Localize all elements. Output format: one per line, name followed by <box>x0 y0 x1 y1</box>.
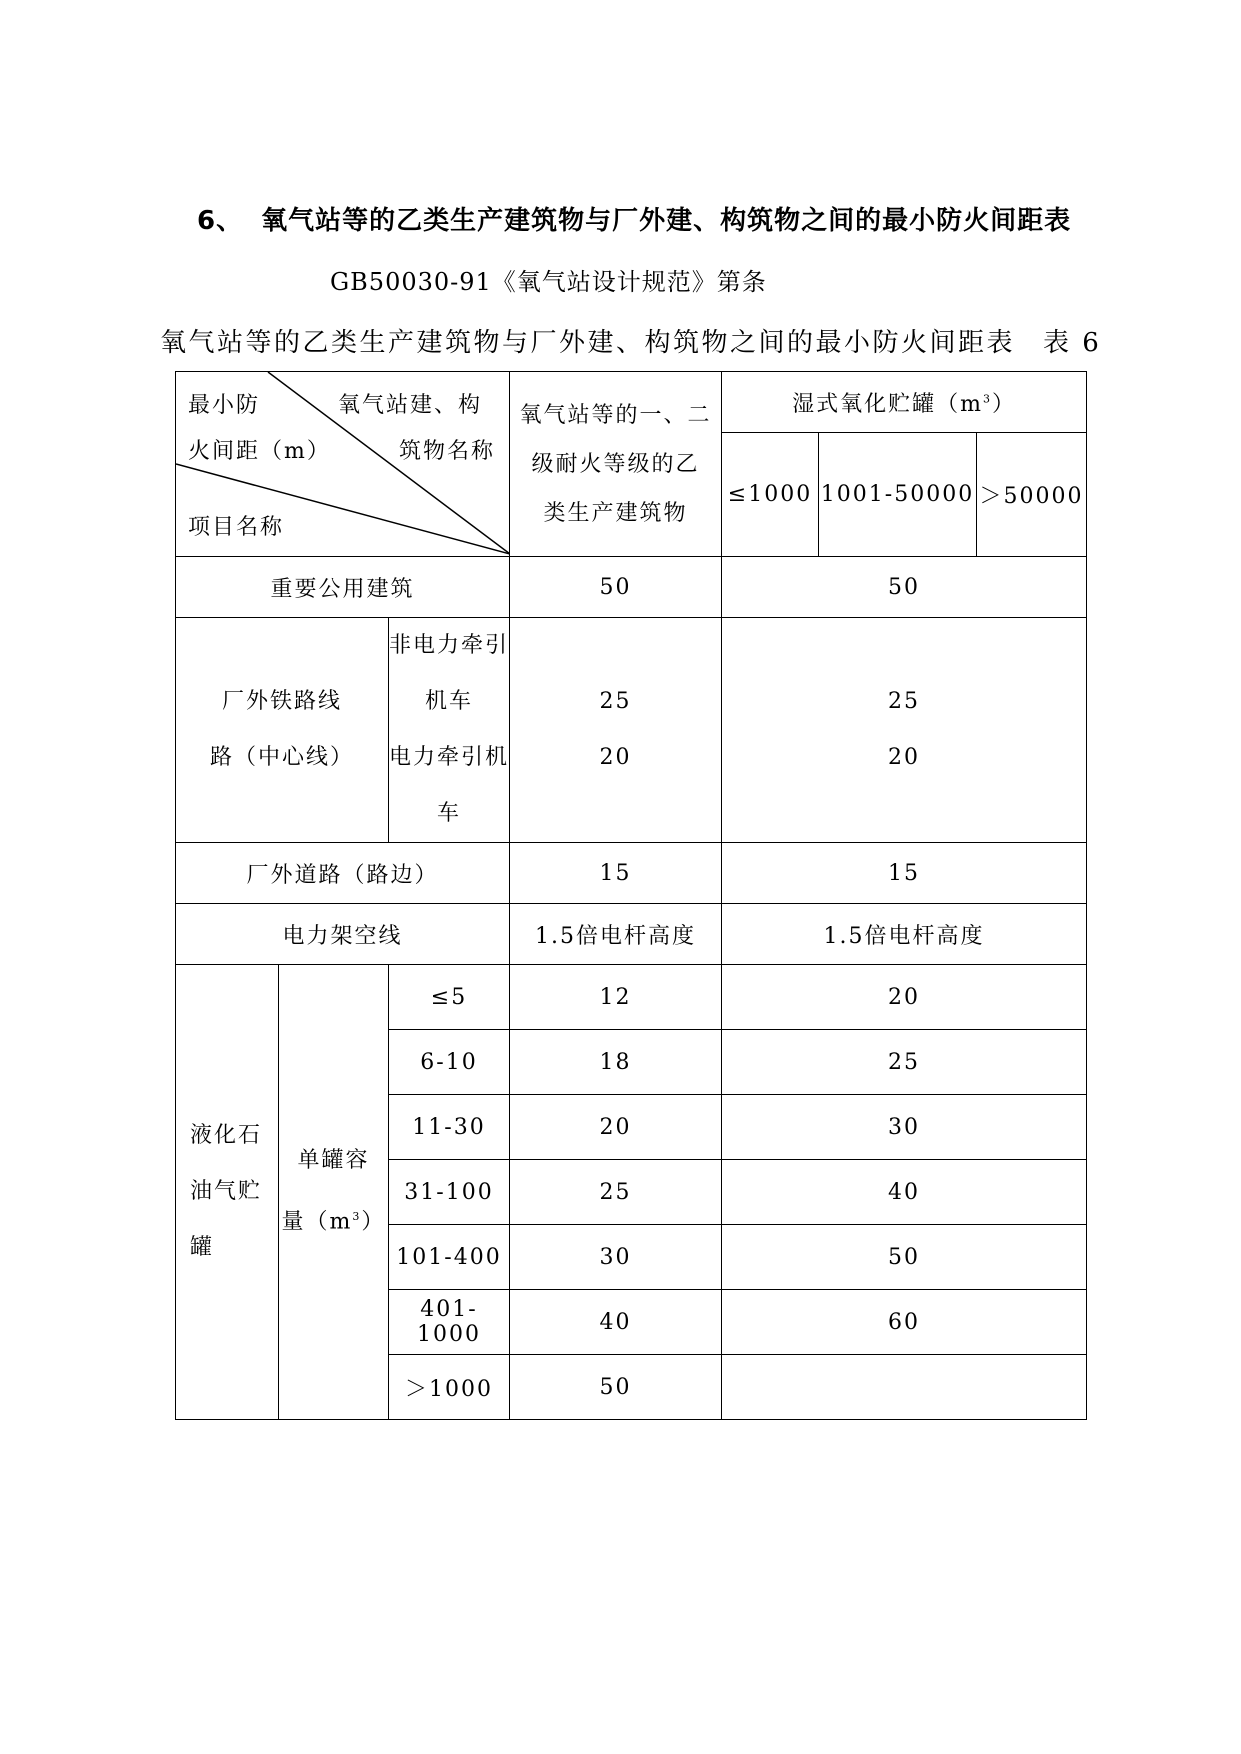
corner-header-cell <box>176 372 510 557</box>
wet-tank-label: 湿式氧化贮罐（m <box>792 391 983 417</box>
cell-value: 25 <box>599 689 632 714</box>
oxygen-header-line-2: 级耐火等级的乙 <box>531 451 700 477</box>
table-caption-text: 氧气站等的乙类生产建筑物与厂外建、构筑物之间的最小防火间距表 <box>160 328 1016 358</box>
row-label-lpg-tank <box>176 965 279 1420</box>
cell-value: 20 <box>722 965 1087 1030</box>
railway-sub-labels <box>389 618 510 843</box>
subheader-1001-50000: 1001-50000 <box>819 433 977 557</box>
table-row <box>176 557 1087 618</box>
cell-value: 50 <box>510 1355 722 1420</box>
capacity-range: 401-1000 <box>389 1290 510 1355</box>
railway-label-line-1: 厂外铁路线 <box>221 689 342 714</box>
table-row <box>176 843 1087 904</box>
lpg-label-line-3: 罐 <box>190 1235 215 1260</box>
capacity-range: 11-30 <box>389 1095 510 1160</box>
wet-tank-close: ） <box>991 391 1016 417</box>
lpg-label-line-1: 液化石 <box>190 1123 263 1148</box>
railway-tank-values <box>722 618 1087 843</box>
cell-value: 20 <box>599 745 632 770</box>
subheader-gt-50000: ＞50000 <box>977 433 1087 557</box>
row-label-single-tank-capacity <box>279 965 389 1420</box>
cell-value: 12 <box>510 965 722 1030</box>
cell-value: 20 <box>888 745 921 770</box>
corner-building-name-label-2: 筑物名称 <box>399 439 496 464</box>
cell-value: 15 <box>510 843 722 904</box>
table-row <box>176 904 1087 965</box>
capacity-range: 31-100 <box>389 1160 510 1225</box>
oxygen-header-line-1: 氧气站等的一、二 <box>519 402 712 428</box>
corner-building-name-label-1: 氧气站建、构 <box>338 393 483 418</box>
table-number: 表 6 <box>1043 328 1102 358</box>
cell-value <box>722 1355 1087 1420</box>
cell-value: 1.5倍电杆高度 <box>722 904 1087 965</box>
cell-value: 25 <box>510 1160 722 1225</box>
cell-value: 50 <box>722 557 1087 618</box>
railway-oxygen-values <box>510 618 722 843</box>
capacity-label-text: 量（m <box>281 1209 353 1235</box>
capacity-label-line-1: 单罐容 <box>297 1148 370 1174</box>
oxygen-header-line-3: 类生产建筑物 <box>543 500 688 526</box>
capacity-label-close: ） <box>361 1209 386 1235</box>
cell-value: 25 <box>722 1030 1087 1095</box>
row-label-road: 厂外道路（路边） <box>176 843 510 904</box>
corner-item-name-label: 项目名称 <box>188 515 285 540</box>
capacity-range: 6-10 <box>389 1030 510 1095</box>
cell-value: 40 <box>510 1290 722 1355</box>
row-label-public-building: 重要公用建筑 <box>176 557 510 618</box>
wet-tank-unit-sup: 3 <box>982 392 992 406</box>
cell-value: 50 <box>510 557 722 618</box>
capacity-range: ≤5 <box>389 965 510 1030</box>
capacity-unit-sup: 3 <box>352 1210 362 1224</box>
cell-value: 50 <box>722 1225 1087 1290</box>
railway-label-line-2: 路（中心线） <box>209 745 354 770</box>
standard-reference: GB50030-91《氧气站设计规范》第条 <box>330 268 767 296</box>
cell-value: 18 <box>510 1030 722 1095</box>
capacity-range: 101-400 <box>389 1225 510 1290</box>
lpg-label-line-2: 油气贮 <box>190 1179 263 1204</box>
subheader-le-1000: ≤1000 <box>722 433 819 557</box>
railway-sub-electric: 电力牵引机车 <box>389 745 510 826</box>
corner-min-distance-label-1: 最小防 <box>188 393 261 418</box>
cell-value: 30 <box>510 1225 722 1290</box>
cell-value: 60 <box>722 1290 1087 1355</box>
cell-value: 15 <box>722 843 1087 904</box>
section-heading <box>197 200 1071 237</box>
cell-value: 30 <box>722 1095 1087 1160</box>
table-caption <box>160 322 1101 359</box>
row-label-railway <box>176 618 389 843</box>
cell-value: 1.5倍电杆高度 <box>510 904 722 965</box>
table-row <box>176 618 1087 843</box>
capacity-range: ＞1000 <box>389 1355 510 1420</box>
table-row <box>176 965 1087 1030</box>
section-number: 6、 <box>197 206 244 236</box>
capacity-label-line-2 <box>279 1189 388 1250</box>
corner-min-distance-label-2: 火间距（m） <box>188 439 331 464</box>
fire-distance-table <box>175 371 1087 1420</box>
cell-value: 25 <box>888 689 921 714</box>
section-title: 氧气站等的乙类生产建筑物与厂外建、构筑物之间的最小防火间距表 <box>261 206 1072 236</box>
railway-sub-non-electric: 非电力牵引机车 <box>389 633 510 714</box>
wet-tank-header <box>722 372 1087 433</box>
oxygen-building-header <box>510 372 722 557</box>
cell-value: 40 <box>722 1160 1087 1225</box>
row-label-power-line: 电力架空线 <box>176 904 510 965</box>
cell-value: 20 <box>510 1095 722 1160</box>
